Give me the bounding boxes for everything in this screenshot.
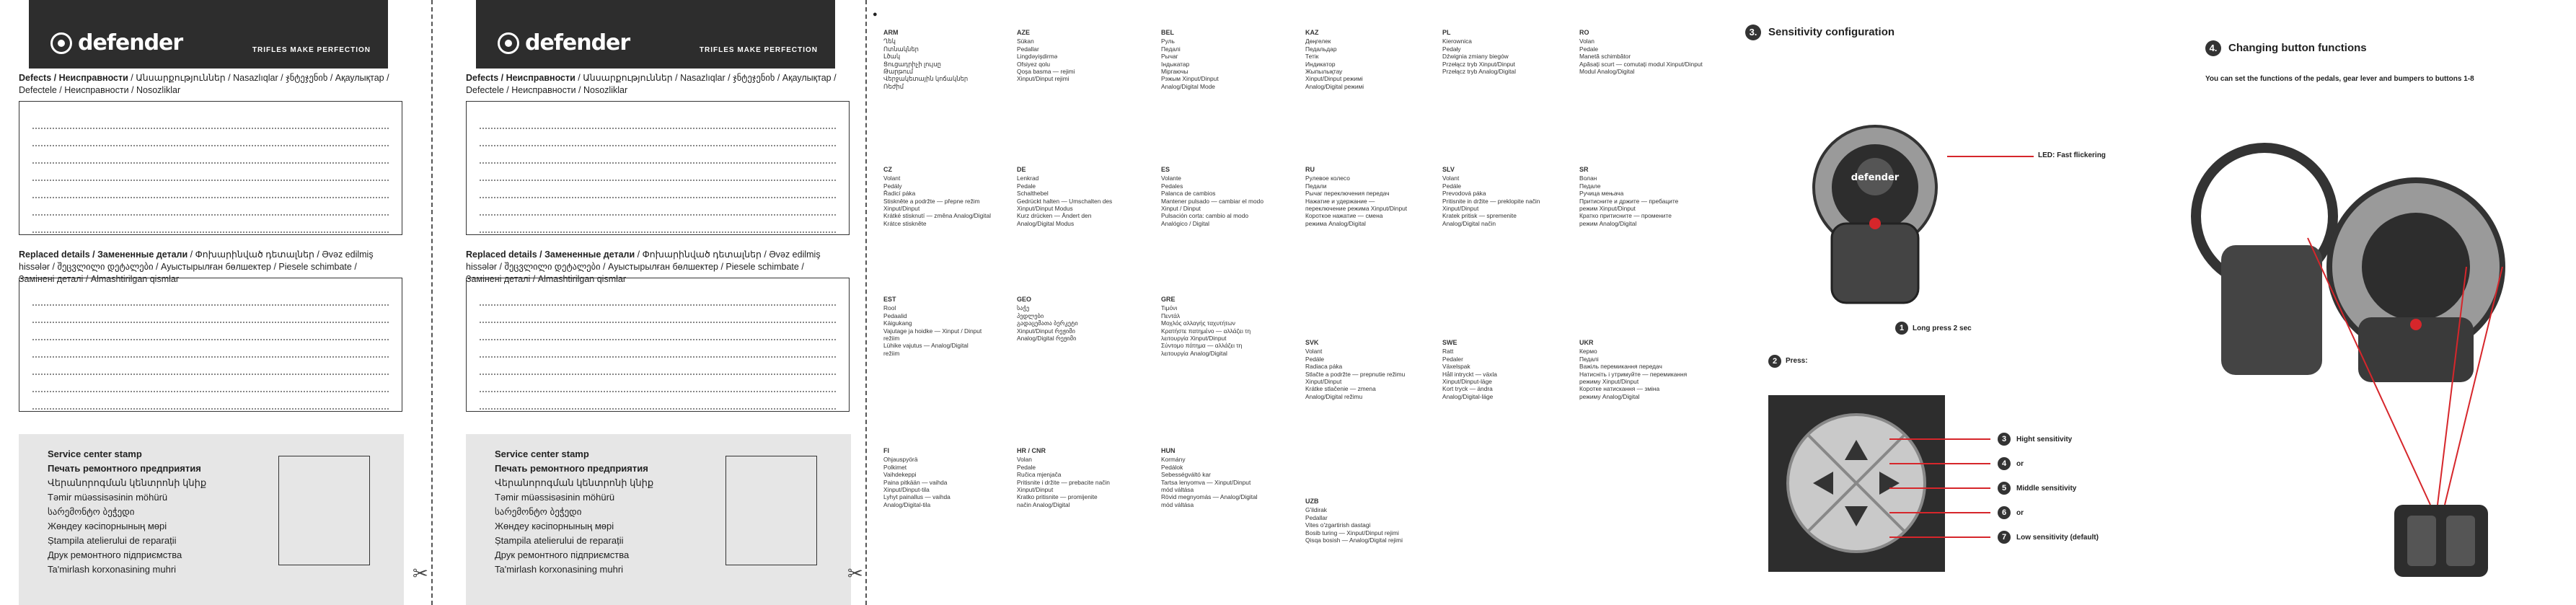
language-code: ARM [883,29,899,36]
language-line: режим Xinput/Dinput [1579,205,1636,213]
language-line: Pedaler [1442,355,1463,363]
language-line: način Analog/Digital [1017,500,1070,508]
language-line: Krátke stlačenie — zmena [1305,385,1376,393]
language-line: საჭე [1017,304,1030,312]
brand-logo [498,30,630,56]
scissors-icon: ✂ [847,562,863,584]
language-line: Վերջակետային կոճակներ [883,75,969,83]
language-line: Kort tryck — ändra [1442,385,1493,393]
language-line: Pritisnite in držite — preklopite način [1442,197,1540,205]
replaced-lines-box [466,278,850,412]
language-code: KAZ [1305,29,1319,36]
option-number: 3 [1998,433,2011,446]
language-line: Педалі [1579,355,1599,363]
option-number: 5 [1998,482,2011,495]
language-line: Ручица мењача [1579,190,1624,198]
language-block [1305,29,1450,90]
language-line: Ofsiyez qolu [1017,60,1051,68]
bullet-icon: ● [873,10,878,19]
cut-line [865,0,867,605]
language-code: RU [1305,166,1315,173]
card-header [476,0,835,69]
language-line: Нажатие и удержание — [1305,197,1375,205]
language-line: Педалі [1161,45,1181,53]
step1-number: 1 [1895,322,1908,335]
language-line: Кермо [1579,348,1597,356]
option-number: 6 [1998,506,2011,519]
language-line: Κρατήστε πατημένο — αλλάζει τη [1161,327,1251,335]
language-line: Xinput/Dinput [1442,205,1479,213]
language-line: Թարթում [883,68,914,76]
option-label: or [2016,460,2024,468]
warranty-card-1 [0,0,404,605]
defects-lines-box [19,101,402,235]
stamp-labels: Service center stamp Печать ремонтного предприятия Վերանորոգման կենտրոնի կնիք Təmir müəssisəsinin möhürü სარემონტო ბეჭედი Жөндеу кәсіпорнының мөрі Ștampila atelierului de reparații Друк ремонтного підприємства Ta'mirlash korxonasining muhri [495,449,654,575]
language-line: Volante [1161,175,1181,182]
language-line: Pedale [1017,463,1036,471]
language-line: Bosib turing — Xinput/Dinput rejimi [1305,529,1399,536]
section3-title: Sensitivity configuration [1768,26,1895,38]
language-code: GEO [1017,296,1032,303]
step1-label: Long press 2 sec [1913,324,1972,332]
step2-number: 2 [1768,355,1781,368]
language-block [883,166,1028,227]
service-stamp-area [466,434,851,605]
step2-label: Press: [1786,357,1808,365]
language-line: Xinput/Dinput режимі [1305,75,1363,83]
language-block [1442,166,1587,227]
language-code: EST [883,296,896,303]
language-line: Kurz drücken — Ändert den [1017,212,1092,220]
language-code: HUN [1161,447,1175,454]
led-pointer-line [1947,156,2034,157]
language-line: Xinput/Dinput rejimi [1017,75,1069,83]
language-code: SWE [1442,339,1457,346]
language-block [1579,339,1724,400]
language-block [883,29,1028,90]
language-line: Pedallar [1305,513,1328,521]
language-line: Volant [883,175,901,182]
language-block [1579,166,1724,227]
language-line: Pedále [1305,355,1325,363]
language-block [1017,447,1161,508]
pointer-line-3 [1889,487,1990,489]
language-line: Sükan [1017,37,1034,45]
language-line: Xinput/Dinput რეჟიმი [1017,327,1075,335]
language-block [1442,29,1587,75]
language-line: λειτουργία Analog/Digital [1161,349,1227,357]
language-line: Լծակ [883,53,901,61]
language-line: переключение режима Xinput/Dinput [1305,205,1408,213]
language-line: Pedály [883,182,902,190]
dpad-icon [1768,395,1945,572]
language-line: Analog/Digital რეჟიმი [1017,335,1077,343]
language-line: Analog/Digital-läge [1442,392,1494,400]
led-label: LED: Fast flickering [2038,151,2106,159]
section4-subtitle: You can set the functions of the pedals, gear lever and bumpers to buttons 1-8 [2205,75,2474,83]
language-line: Gedrückt halten — Umschalten des [1017,197,1113,205]
language-line: режиму Xinput/Dinput [1579,378,1639,386]
steering-wheel-front-illustration [1803,108,1947,324]
language-code: HR / CNR [1017,447,1046,454]
language-line: λειτουργία Xinput/Dinput [1161,335,1227,343]
pointer-line-5 [1889,536,1990,538]
language-line: Sebességváltó kar [1161,471,1211,479]
language-line: Ručica mjenjača [1017,471,1062,479]
language-line: Pedale [1579,45,1599,53]
language-code: GRE [1161,296,1175,303]
language-line: Analógico / Digital [1161,219,1210,227]
language-line: Przełącz tryb Analog/Digital [1442,68,1516,76]
option-number: 4 [1998,457,2011,470]
language-line: გადაცემათა ბერკეტი [1017,319,1078,327]
language-block [1161,29,1305,90]
language-line: Руль [1161,37,1175,45]
language-code: SVK [1305,339,1319,346]
language-line: Σύντομο πάτημα — αλλάζει τη [1161,342,1243,350]
language-line: Pedale [1017,182,1036,190]
service-stamp-area [19,434,404,605]
language-line: Дөңгелек [1305,37,1331,45]
stamp-labels: Service center stamp Печать ремонтного предприятия Վերանորոգման կենտրոնի կնիք Təmir müəssisəsinin möhürü სარემონტო ბეჭედი Жөндеу кәсіпорнының мөрі Ștampila atelierului de reparații Друк ремонтного підприємства Ta'mirlash korxonasining muhri [48,449,207,575]
option-number: 7 [1998,531,2011,544]
defects-label: Defects / Неисправности / Անսարքություններ / Nasazlıqlar / ჯნტეჯენიხ / Ақаулықтар / Defectele / Неисправности / Nosozliklar [19,73,389,95]
language-line: G'ildirak [1305,506,1327,514]
language-line: Radiaca páka [1305,363,1343,371]
language-line: Xinput/Dinput Modus [1017,205,1073,213]
language-line: Pedały [1442,45,1461,53]
option-label: or [2016,509,2024,517]
language-line: Pedálok [1161,463,1183,471]
language-line: Xinput/Dinput [1305,378,1342,386]
language-line: Mantener pulsado — cambiar el modo [1161,197,1263,205]
language-block [1161,166,1305,227]
language-line: Volan [1579,37,1594,45]
language-line: Dźwignia zmiany biegów [1442,53,1509,61]
language-line: Pedales [1161,182,1183,190]
language-line: Prevodová páka [1442,190,1486,198]
language-line: Växelspak [1442,363,1470,371]
stamp-box [725,456,817,565]
language-line: Qisqa bosish — Analog/Digital rejimi [1305,536,1403,544]
language-line: Paina pitkään — vaihda [883,478,948,486]
language-line: Педале [1579,182,1601,190]
language-line: Індыкатар [1161,60,1190,68]
section3-number: 3. [1745,25,1761,40]
language-line: Modul Analog/Digital [1579,68,1635,76]
language-line: Rool [883,304,896,312]
language-code: BEL [1161,29,1174,36]
language-line: Krátce stiskněte [883,219,927,227]
language-line: Qoşa basma — rejimi [1017,68,1075,76]
dpad-panel [1768,395,1945,572]
language-line: Міргаючы [1161,68,1188,76]
section4-number: 4. [2205,40,2221,56]
language-line: Analog/Digital-tila [883,500,931,508]
language-line: Ցուցադրիչի լույսը [883,60,941,68]
language-line: Τιμόνι [1161,304,1178,312]
language-line: Lingdəyişdirmə [1017,53,1058,61]
replaced-label: Replaced details / Замененные детали / Փոխարինված դետալներ / Əvəz edilmiş hissələr / შეცვლილი დეტალები / Ауыстырылған бөлшектер / Piesele schimbate / Замінені деталі / Almashtirilgan qismlar [466,249,821,284]
language-line: Pedallar [1017,45,1039,53]
language-code: FI [883,447,889,454]
language-line: Рулевое колесо [1305,175,1350,182]
brand-logo [50,30,182,56]
option-label: Hight sensitivity [2016,436,2073,443]
option-label: Low sensitivity (default) [2016,534,2099,542]
language-line: Analog/Digital režimu [1305,392,1363,400]
language-line: Важіль перемикання передач [1579,363,1662,371]
brand-name: defender [525,30,630,56]
language-line: Индикатор [1305,60,1336,68]
defects-lines-box [466,101,850,235]
language-line: Рэжым Xinput/Dinput [1161,75,1219,83]
language-line: Педальдар [1305,45,1337,53]
language-line: Педали [1305,182,1327,190]
language-line: Przełącz tryb Xinput/Dinput [1442,60,1516,68]
language-block [883,447,1028,508]
language-code: PL [1442,29,1451,36]
language-line: Volant [1305,348,1323,356]
language-line: Manetă schimbător [1579,53,1631,61]
language-line: Pritisnite i držite — prebacite način [1017,478,1110,486]
language-line: Analog/Digital način [1442,219,1496,227]
brand-name: defender [78,30,183,56]
language-line: Xinput/Dinput-läge [1442,378,1492,386]
language-line: Pedále [1442,182,1462,190]
language-line: режим Analog/Digital [1579,219,1637,227]
language-line: Xinput/Dinput [883,205,920,213]
language-line: Vites o'zgartirish dastagi [1305,521,1371,529]
language-code: ES [1161,166,1170,173]
language-line: Xinput/Dinput [1017,486,1054,494]
language-block [883,296,1028,357]
language-code: RO [1579,29,1589,36]
language-line: Polkimet [883,463,907,471]
language-line: Pulsación corta: cambio al modo [1161,212,1249,220]
language-line: Krátké stisknutí — změna Analog/Digital [883,212,991,220]
language-block [1161,447,1305,508]
language-block [1579,29,1724,75]
brand-tagline: TRIFLES MAKE PERFECTION [699,46,818,54]
language-line: პედლები [1017,312,1044,319]
language-line: mód váltása [1161,486,1194,494]
language-line: Lenkrad [1017,175,1039,182]
language-line: Rövid megnyomás — Analog/Digital [1161,493,1258,501]
language-line: Analog/Digital Modus [1017,219,1075,227]
language-line: Коротке натискання — зміна [1579,385,1660,393]
language-block [1017,29,1161,83]
language-block [1305,339,1450,400]
language-line: Притисните и држите — пребаците [1579,197,1679,205]
language-line: Кратко притисните — промените [1579,212,1672,220]
language-line: Volan [1017,456,1032,464]
language-block [1161,296,1305,357]
language-code: SLV [1442,166,1455,173]
stamp-box [278,456,370,565]
language-line: Рычаг переключения передач [1305,190,1390,198]
language-line: Stlačte a podržte — prepnutie režimu [1305,370,1406,378]
brand-logo-icon [498,32,519,54]
language-line: Ratt [1442,348,1454,356]
language-line: Kratek pritisk — spremenite [1442,212,1517,220]
language-line: Lühike vajutus — Analog/Digital [883,342,969,350]
language-line: Kratko pritisnite — promijenite [1017,493,1098,501]
language-line: Волан [1579,175,1597,182]
language-code: UZB [1305,498,1319,505]
language-line: Πεντάλ [1161,312,1181,319]
cut-line [431,0,433,605]
language-line: режима Analog/Digital [1305,219,1366,227]
language-block [1442,339,1587,400]
language-line: Kierownica [1442,37,1472,45]
section4-title: Changing button functions [2228,42,2367,54]
language-line: Käigukang [883,319,912,327]
language-code: AZE [1017,29,1030,36]
language-line: Pedaalid [883,312,907,319]
language-line: Håll intryckt — växla [1442,370,1497,378]
language-line: Тетік [1305,53,1319,61]
brand-logo-icon [50,32,72,54]
language-line: Vajutage ja hoidke — Xinput / Dinput [883,327,982,335]
language-line: režiim [883,335,900,343]
language-line: режиму Analog/Digital [1579,392,1640,400]
language-line: Analog/Digital режимі [1305,82,1364,90]
warranty-card-2 [447,0,851,605]
language-line: Řadicí páka [883,190,916,198]
language-line: Жыпылықтау [1305,68,1343,76]
pointer-line-2 [1889,463,1990,464]
language-line: Xinput/Dinput-tila [883,486,930,494]
language-line: Lyhyt painallus — vaihda [883,493,950,501]
language-line: Ռեժիմ [883,82,904,90]
language-code: DE [1017,166,1026,173]
language-code: SR [1579,166,1589,173]
language-line: Рычаг [1161,53,1178,61]
language-line: Kormány [1161,456,1186,464]
svg-text:defender: defender [1851,172,1900,183]
language-line: Натисніть і утримуйте — перемикання [1579,370,1688,378]
language-block [1017,296,1161,342]
language-line: Xinput / Dinput [1161,205,1201,213]
pointer-line-1 [1889,438,1990,440]
language-line: režiim [883,349,900,357]
brand-tagline: TRIFLES MAKE PERFECTION [252,46,371,54]
language-line: Ohjauspyörä [883,456,918,464]
language-line: Ղեկ [883,37,896,45]
language-block [1305,166,1450,227]
language-line: Короткое нажатие — смена [1305,212,1383,220]
language-line: Volant [1442,175,1460,182]
language-block [1305,498,1450,544]
replaced-label: Replaced details / Замененные детали / Փոխարինված դետալներ / Əvəz edilmiş hissələr / შეცვლილი დეტალები / Ауыстырылған бөлшектер / Piesele schimbate / Замінені деталі / Almashtirilgan qismlar [19,249,374,284]
pointer-line-4 [1889,512,1990,513]
defects-label: Defects / Неисправности / Անսարքություններ / Nasazlıqlar / ჯნტეჯენიხ / Ақаулықтар / Defectele / Неисправности / Nosozliklar [466,73,837,95]
language-line: Schalthebel [1017,190,1049,198]
language-line: Vaihdekeppi [883,471,917,479]
language-code: UKR [1579,339,1594,346]
language-line: Analog/Digital Mode [1161,82,1215,90]
language-block [1017,166,1161,227]
language-line: Ոտնակներ [883,45,919,53]
language-code: CZ [883,166,892,173]
option-label: Middle sensitivity [2016,485,2077,493]
language-line: Tartsa lenyomva — Xinput/Dinput [1161,478,1251,486]
language-line: Apăsați scurt — comutați modul Xinput/Dinput [1579,60,1703,68]
language-line: Palanca de cambios [1161,190,1216,198]
language-line: Μοχλός αλλαγής ταχυτήτων [1161,319,1235,327]
replaced-lines-box [19,278,402,412]
card-header [29,0,388,69]
wheel-and-pedals-illustration [2178,101,2553,591]
language-line: mód váltása [1161,500,1194,508]
scissors-icon: ✂ [413,562,428,584]
language-line: Stiskněte a podržte — přepne režim [883,197,980,205]
